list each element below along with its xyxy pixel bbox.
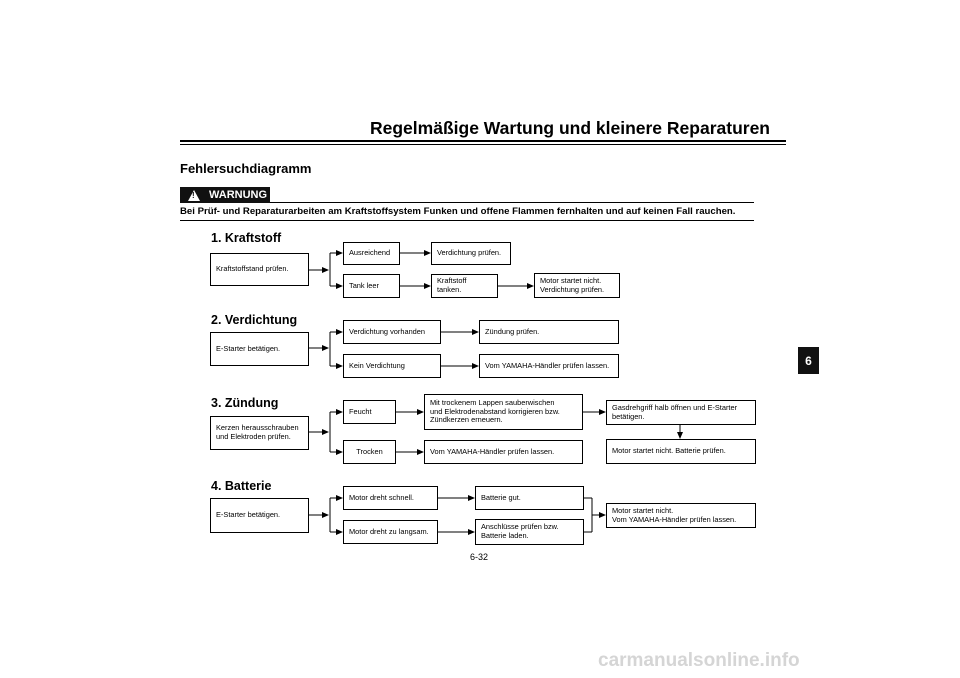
document-title: Fehlersuchdiagramm	[180, 161, 312, 176]
zuendung-result-box: Mit trockenem Lappen sauberwischen und Elektrodenabstand korrigieren bzw. Zündkerzen erneuern.	[424, 394, 583, 430]
batterie-result-box: Batterie gut.	[475, 486, 584, 510]
kraftstoff-final-box: Motor startet nicht. Verdichtung prüfen.	[534, 273, 620, 298]
kraftstoff-result-box: Kraftstoff tanken.	[431, 274, 498, 298]
zuendung-start-box: Kerzen herausschrauben und Elektroden prüfen.	[210, 416, 309, 450]
warning-text: Bei Prüf- und Reparaturarbeiten am Kraftstoffsystem Funken und offene Flammen fernhalten und auf keinen Fall rauchen.	[180, 206, 736, 217]
zuendung-next-box: Gasdrehgriff halb öffnen und E-Starter betätigen.	[606, 400, 756, 425]
section-title-kraftstoff: 1. Kraftstoff	[211, 231, 282, 245]
kraftstoff-start-box: Kraftstoffstand prüfen.	[210, 253, 309, 286]
batterie-result-box: Anschlüsse prüfen bzw. Batterie laden.	[475, 519, 584, 545]
kraftstoff-result-box: Verdichtung prüfen.	[431, 242, 511, 265]
zuendung-result-box: Vom YAMAHA-Händler prüfen lassen.	[424, 440, 583, 464]
section-title-zuendung: 3. Zündung	[211, 396, 279, 410]
watermark: carmanualsonline.info	[598, 650, 800, 671]
zuendung-option-box: Feucht	[343, 400, 396, 424]
batterie-start-box: E-Starter betätigen.	[210, 498, 309, 533]
warning-icon: !	[188, 190, 200, 201]
zuendung-final-box: Motor startet nicht. Batterie prüfen.	[606, 439, 756, 464]
section-title-batterie: 4. Batterie	[211, 479, 272, 493]
page-header-title: Regelmäßige Wartung und kleinere Reparaturen	[370, 118, 770, 138]
zuendung-option-box: Trocken	[343, 440, 396, 464]
verdichtung-option-box: Verdichtung vorhanden	[343, 320, 441, 344]
chapter-tab: 6	[798, 347, 819, 374]
kraftstoff-option-box: Ausreichend	[343, 242, 400, 265]
batterie-final-box: Motor startet nicht. Vom YAMAHA-Händler prüfen lassen.	[606, 503, 756, 528]
verdichtung-option-box: Kein Verdichtung	[343, 354, 441, 378]
section-title-verdichtung: 2. Verdichtung	[211, 313, 298, 327]
warning-badge-label: WARNUNG	[209, 189, 268, 201]
verdichtung-start-box: E-Starter betätigen.	[210, 332, 309, 366]
batterie-option-box: Motor dreht zu langsam.	[343, 520, 438, 544]
verdichtung-result-box: Vom YAMAHA-Händler prüfen lassen.	[479, 354, 619, 378]
batterie-option-box: Motor dreht schnell.	[343, 486, 438, 510]
kraftstoff-option-box: Tank leer	[343, 274, 400, 298]
page-number: 6-32	[470, 552, 489, 562]
verdichtung-result-box: Zündung prüfen.	[479, 320, 619, 344]
